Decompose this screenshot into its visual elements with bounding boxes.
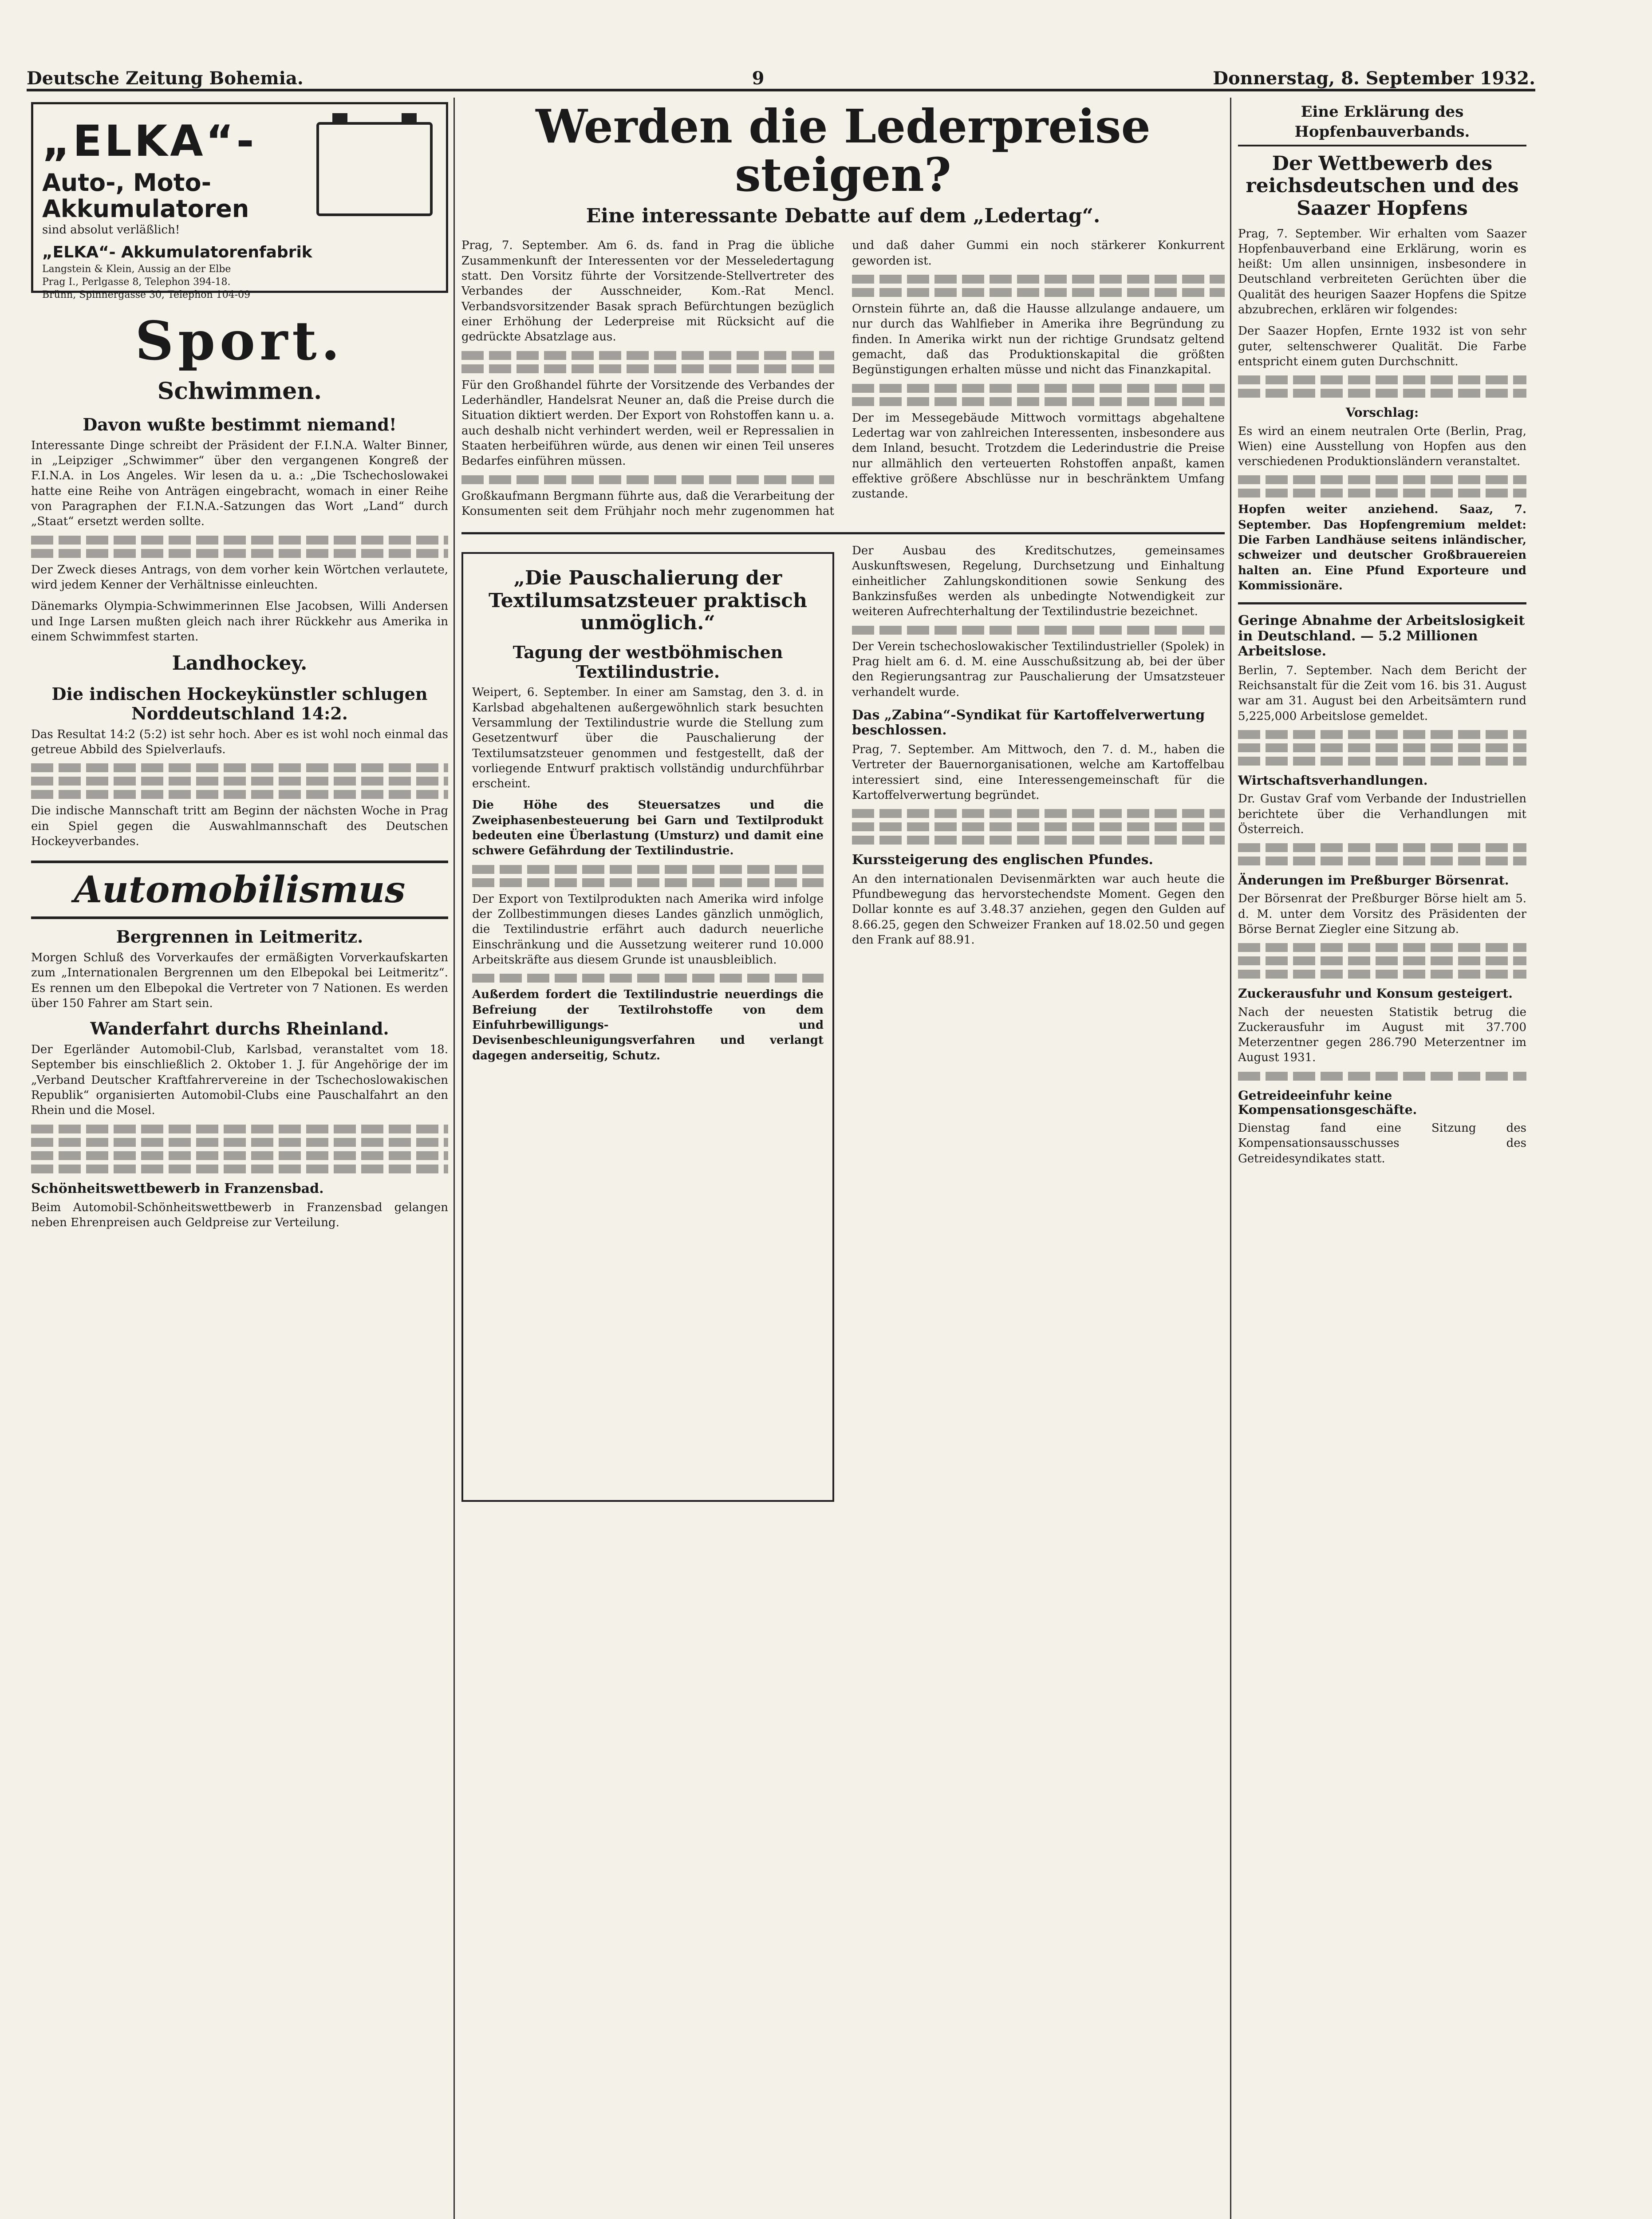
text-filler: [852, 836, 1225, 845]
article-paragraph: Prag, 7. September. Am Mittwoch, den 7. d. M., haben die Vertreter der Bauernorganisationen, welche am Kartoffelbau interessiert sind, eine Interessengemeinschaft für die Kartoffelverwertung begründet.: [852, 742, 1225, 802]
text-filler: [1238, 970, 1526, 979]
article-paragraph: Beim Automobil-Schönheitswettbewerb in Franzensbad gelangen neben Ehrenpreisen auch Geldpreise zur Verteilung.: [31, 1201, 448, 1230]
text-filler: [1238, 375, 1526, 384]
text-filler: [1238, 489, 1526, 497]
center-column: [461, 99, 1225, 1502]
main-article-subtitle: Eine interessante Debatte auf dem „Ledertag“.: [586, 205, 1100, 228]
article-paragraph: Für den Großhandel führte der Vorsitzende des Verbandes der Lederhändler, Handelsrat Neuner an, daß die Preise durch die Situation diktiert werden. Der Export von Rohstoffen kann u. a. auch deshalb nicht verhindert werden, weil er Repressalien in Staaten herbeiführen würde, aus denen wir einen Teil unseres Bedarfes einführen müssen.: [461, 378, 834, 468]
ad-line1: Auto-, Moto-: [42, 168, 212, 197]
ad-address3: Brünn, Spinnergasse 30, Telephon 104-09: [42, 289, 251, 301]
masthead: [27, 53, 1535, 91]
article-headline: Änderungen im Preßburger Börsenrat.: [1238, 873, 1509, 888]
article-paragraph: Dr. Gustav Graf vom Verbande der Industriellen berichtete über die Verhandlungen mit Österreich.: [1238, 792, 1526, 836]
article-headline: Wirtschaftsverhandlungen.: [1238, 773, 1428, 788]
article-paragraph: Prag, 7. September. Am 6. ds. fand in Prag die übliche Zusammenkunft der Interessenten vor der Messeledertagung statt. Den Vorsitz führte der Vorsitzende-Stellvertreter des Verbandes der Ausschneider, Kom.-Rat Mencl. Verbandsvorsitzender Basak sprach Befürchtungen bezüglich einer Erhöhung der Lederpreise mit Rücksicht auf die gedrückte Absatzlage aus.: [461, 239, 834, 344]
second-article-area: [461, 532, 1225, 1502]
elka-advertisement: [31, 102, 448, 301]
text-filler: [31, 790, 448, 799]
article-paragraph: Hopfen weiter anziehend. Saaz, 7. September. Das Hopfengremium meldet: Die Farben Landhäuse seitens inländischer, schweizer und deutscher Großbrauereien halten an. Eine Pfund Exporteure und Kommissionäre.: [1238, 503, 1526, 593]
article-headline: Davon wußte bestimmt niemand!: [83, 415, 397, 435]
text-filler: [852, 288, 1225, 297]
article-paragraph: Morgen Schluß des Vorverkaufes der ermäßigten Vorverkaufskarten zum „Internationalen Bergrennen um den Elbepokal bei Leitmeritz“. Es rennen um den Elbepokal die Vertreter von 7 Nationen. Es werden über 150 Fahrer am Start sein.: [31, 951, 448, 1011]
automobilismus-section-title: Automobilismus: [31, 861, 448, 919]
article-paragraph: Der Verein tschechoslowakischer Textilindustrieller (Spolek) in Prag hielt am 6. d. M. eine Ausschußsitzung ab, bei der über den Regierungsantrag zur Pauschalierung der Umsatzsteuer verhandelt wurde.: [852, 640, 1225, 699]
text-filler: [1238, 843, 1526, 852]
article-paragraph: Das Resultat 14:2 (5:2) ist sehr hoch. Aber es ist wohl noch einmal das getreue Abbild des Spielverlaufs.: [31, 727, 448, 756]
ad-tagline: sind absolut verläßlich!: [42, 223, 180, 237]
text-filler: [852, 809, 1225, 818]
text-filler: [852, 384, 1225, 393]
article-headline: Geringe Abnahme der Arbeitslosigkeit in Deutschland. — 5.2 Millionen Arbeitslose.: [1238, 613, 1525, 659]
text-filler: [1238, 475, 1526, 484]
ad-firm: „ELKA“- Akkumulatorenfabrik: [42, 243, 312, 261]
text-filler: [472, 865, 824, 874]
article-headline: Vorschlag:: [1345, 405, 1419, 420]
text-filler: [1238, 389, 1526, 398]
article-paragraph: Die Höhe des Steuersatzes und die Zweiphasenbesteuerung bei Garn und Textilprodukt bedeuten eine Überlastung (Umsturz) und damit eine schwere Gefährdung der Textilindustrie.: [472, 798, 824, 858]
text-filler: [461, 475, 834, 484]
text-filler: [31, 763, 448, 772]
article-paragraph: Der Ausbau des Kreditschutzes, gemeinsames Auskunftswesen, Regelung, Durchsetzung und Einhaltung einheitlicher Zahlungskonditionen sowie Senkung des Bankzinsfußes werden als unbedingte Notwendigkeit zur weiteren Aufrechterhaltung der Textilindustrie bezeichnet.: [852, 544, 1225, 619]
article-title: „Die Pauschalierung der Textilumsatzsteuer praktisch unmöglich.“: [489, 567, 807, 635]
main-article-body: [461, 238, 1225, 519]
text-filler: [472, 974, 824, 983]
article-paragraph: Der im Messegebäude Mittwoch vormittags abgehaltene Ledertag war von zahlreichen Interessenten, insbesondere aus dem Inland, besucht. Trotzdem die Lederindustrie die Preise nur allmählich den verteuerten Rohstoffen anpaßt, kamen effektive größere Abschlüsse nur in beschränktem Umfang zustande.: [852, 411, 1225, 501]
article-paragraph: Der Egerländer Automobil-Club, Karlsbad, veranstaltet vom 18. September bis einschließlich 2. Oktober 1. J. für Angehörige der im „Verband Deutscher Kraftfahrervereine in der Tschechoslowakischen Republik“ organisierten Automobil-Clubs eine Pauschalfahrt an den Rhein und die Mosel.: [31, 1043, 448, 1117]
ad-line2: Akkumulatoren: [42, 195, 249, 223]
hockey-heading: Landhockey.: [172, 652, 308, 675]
column-divider: [1230, 98, 1231, 2219]
article-headline: Die indischen Hockeykünstler schlugen Norddeutschland 14:2.: [51, 684, 428, 723]
right-column: [1238, 102, 1526, 1173]
text-filler: [1238, 730, 1526, 739]
masthead-paper-name: Deutsche Zeitung Bohemia.: [27, 68, 304, 89]
article-paragraph: Weipert, 6. September. In einer am Samstag, den 3. d. in Karlsbad abgehaltenen außergewöhnlich stark besuchten Versammlung der Textilindustrie wurde die Stellung zum Gesetzentwurf über die Pauschalierung der Textilumsatzsteuer genommen und festgestellt, daß der vorliegende Entwurf praktisch vollständig undurchführbar erscheint.: [472, 686, 824, 791]
text-filler: [852, 626, 1225, 635]
article-paragraph: Nach der neuesten Statistik betrug die Zuckerausfuhr im August mit 37.700 Meterzentner gegen 286.790 Meterzentner im August 1931.: [1238, 1005, 1526, 1065]
article-headline: Das „Zabina“-Syndikat für Kartoffelverwertung beschlossen.: [852, 707, 1205, 738]
article-paragraph: Berlin, 7. September. Nach dem Bericht der Reichsanstalt für die Zeit vom 16. bis 31. August war am 31. August bei den Arbeitsämtern rund 5,225,000 Arbeitslose gemeldet.: [1238, 663, 1526, 723]
text-filler: [1238, 956, 1526, 965]
article-paragraph: Dänemarks Olympia-Schwimmerinnen Else Jacobsen, Willi Andersen und Inge Larsen mußten gleich nach ihrer Rückkehr aus Amerika in einem Schwimmfest starten.: [31, 600, 448, 644]
text-filler: [852, 822, 1225, 831]
article-headline: Zuckerausfuhr und Konsum gesteigert.: [1238, 986, 1513, 1001]
swimming-heading: Schwimmen.: [157, 378, 322, 405]
text-filler: [852, 397, 1225, 406]
text-filler: [31, 1125, 448, 1133]
article-headline: Kurssteigerung des englischen Pfundes.: [852, 852, 1153, 868]
article-paragraph: Die indische Mannschaft tritt am Beginn der nächsten Woche in Prag ein Spiel gegen die Auswahlmannschaft des Deutschen Hockeyverbandes.: [31, 804, 448, 848]
textile-article-box: [461, 552, 834, 1502]
column-divider: [453, 98, 455, 2219]
article-paragraph: Großkaufmann Bergmann führte aus, daß die Verarbeitung der Konsumenten seit dem Frühjahr noch mehr zugenommen hat und daß daher Gummi ein noch stärkerer Konkurrent geworden ist.: [461, 239, 1225, 518]
text-filler: [461, 351, 834, 360]
text-filler: [461, 364, 834, 373]
text-filler: [31, 536, 448, 545]
article-headline: Schönheitswettbewerb in Franzensbad.: [31, 1181, 324, 1196]
article-paragraph: Prag, 7. September. Wir erhalten vom Saazer Hopfenbauverband eine Erklärung, worin es heißt: Um allen unsinnigen, insbesondere in Deutschland verbreiteten Gerüchten über die Qualität des heurigen Saazer Hopfens die Spitze abzubrechen, erklären wir folgendes:: [1238, 227, 1526, 317]
article-headline: Getreideeinfuhr keine Kompensationsgeschäfte.: [1238, 1088, 1417, 1117]
text-filler: [852, 275, 1225, 284]
text-filler: [1238, 857, 1526, 865]
text-filler: [31, 1151, 448, 1160]
text-filler: [31, 549, 448, 558]
ad-address2: Prag I., Perlgasse 8, Telephon 394-18.: [42, 276, 231, 288]
masthead-date: Donnerstag, 8. September 1932.: [1213, 68, 1535, 89]
page-number: 9: [752, 68, 765, 89]
article-headline: Wanderfahrt durchs Rheinland.: [90, 1019, 389, 1039]
ad-address1: Langstein & Klein, Aussig an der Elbe: [42, 264, 231, 275]
sport-section-title: Sport.: [135, 310, 344, 372]
text-filler: [1238, 743, 1526, 752]
text-filler: [31, 1138, 448, 1147]
text-filler: [31, 1165, 448, 1173]
article-paragraph: Der Saazer Hopfen, Ernte 1932 ist von sehr guter, seltenschwerer Qualität. Die Farbe entspricht einem guten Durchschnitt.: [1238, 324, 1526, 369]
text-filler: [472, 878, 824, 887]
main-article-title: Werden die Lederpreise steigen?: [536, 99, 1151, 202]
article-headline: Bergrennen in Leitmeritz.: [116, 927, 363, 947]
text-filler: [1238, 943, 1526, 952]
article-kicker: Eine Erklärung des Hopfenbauverbands.: [1238, 102, 1526, 146]
left-column: [31, 102, 448, 1237]
article-paragraph: Der Export von Textilprodukten nach Amerika wird infolge der Zollbestimmungen dieses Landes gänzlich unmöglich, die Textilindustrie erfährt auch dadurch neuerliche Einschränkung und die Aussetzung weiterer rund 10.000 Arbeitskräfte aus diesem Grunde ist unausbleiblich.: [472, 892, 824, 967]
article-subtitle: Tagung der westböhmischen Textilindustrie.: [513, 642, 783, 682]
article-paragraph: Dienstag fand eine Sitzung des Kompensationsausschusses des Getreidesyndikates statt.: [1238, 1121, 1526, 1165]
text-filler: [1238, 757, 1526, 766]
ad-brand: „ELKA“-: [42, 116, 257, 166]
text-filler: [31, 777, 448, 786]
article-title: Der Wettbewerb des reichsdeutschen und des Saazer Hopfens: [1246, 152, 1519, 220]
article-paragraph: Ornstein führte an, daß die Hausse allzulange andauere, um nur durch das Wahlfieber in Amerika ihre Begründung zu finden. In Amerika wirkt nun der richtige Grundsatz geltend gemacht, daß das Produktionskapital die größten Begünstigungen erhalten müsse und nicht das Finanzkapital.: [852, 302, 1225, 377]
article-paragraph: Interessante Dinge schreibt der Präsident der F.I.N.A. Walter Binner, in „Leipziger „Schwimmer“ über den vergangenen Kongreß der F.I.N.A. in Los Angeles. Wir lesen da u. a.: „Die Tschechoslowakei hatte eine Reihe von Anträgen eingebracht, womach in einer Reihe von Paragraphen der F.I.N.A.-Satzungen das Wort „Land“ durch „Staat“ ersetzt werden sollte.: [31, 438, 448, 529]
article-paragraph: An den internationalen Devisenmärkten war auch heute die Pfundbewegung das hervorstechendste Moment. Gegen den Dollar konnte es auf 3.48.37 anziehen, gegen den Gulden auf 8.66.25, gegen den Schweizer Franken auf 18.02.50 und gegen den Frank auf 88.91.: [852, 872, 1225, 947]
article-paragraph: Der Zweck dieses Antrags, von dem vorher kein Wörtchen verlautete, wird jedem Kenner der Verhältnisse einleuchten.: [31, 563, 448, 592]
article-paragraph: Außerdem fordert die Textilindustrie neuerdings die Befreiung der Textilrohstoffe von dem Einfuhrbewilligungs- und Devisenbeschleunigungsverfahren und verlangt dagegen anderseitig, Schutz.: [472, 988, 824, 1062]
battery-icon: [316, 122, 433, 216]
text-filler: [1238, 1072, 1526, 1081]
article-paragraph: Der Börsenrat der Preßburger Börse hielt am 5. d. M. unter dem Vorsitz des Präsidenten der Börse Bernat Ziegler eine Sitzung ab.: [1238, 892, 1526, 936]
article-paragraph: Es wird an einem neutralen Orte (Berlin, Prag, Wien) eine Ausstellung von Hopfen aus den verschiedenen Produktionsländern veranstaltet.: [1238, 424, 1526, 469]
